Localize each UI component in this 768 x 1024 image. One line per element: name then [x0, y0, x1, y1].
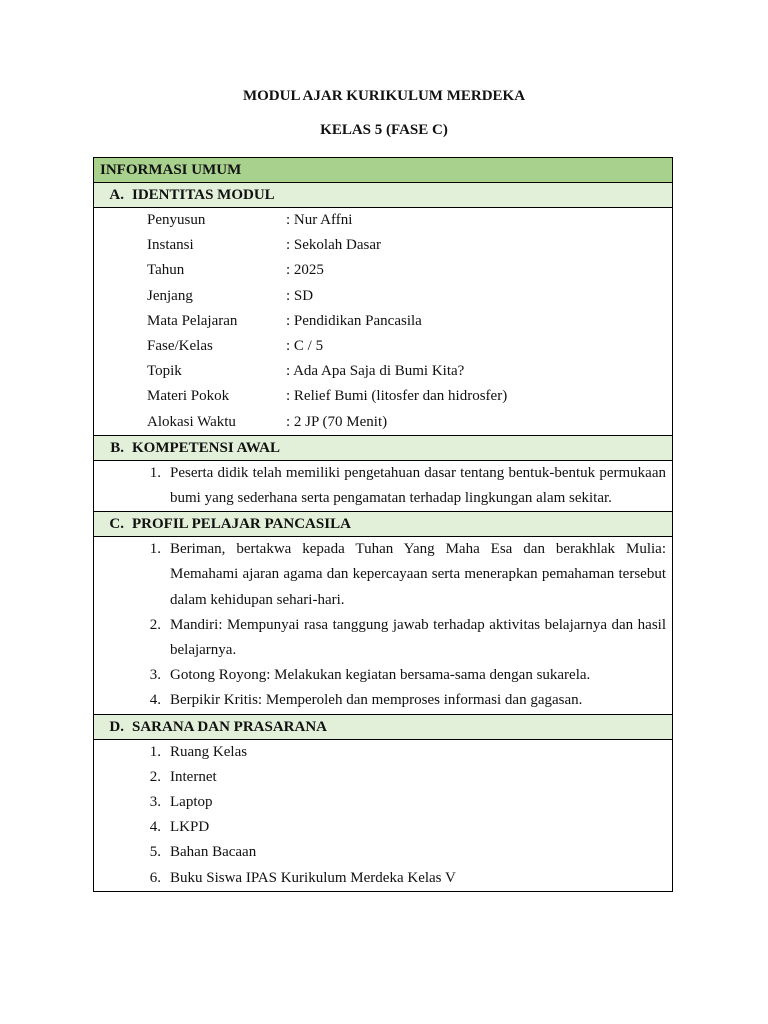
list-item-text: Berpikir Kritis: Memperoleh dan memproses informasi dan gagasan.: [170, 692, 583, 709]
list-item-number: 3.: [149, 793, 161, 810]
identity-key: Topik: [147, 363, 182, 380]
list-item-number: 3.: [149, 667, 161, 684]
identity-value: : 2 JP (70 Menit): [286, 413, 388, 430]
identity-row: [94, 284, 672, 309]
identity-row: [94, 410, 672, 435]
list-item: [94, 790, 672, 815]
list-item: [94, 866, 672, 891]
list-item-text: Buku Siswa IPAS Kurikulum Merdeka Kelas V: [170, 869, 456, 886]
identity-row: [94, 258, 672, 283]
section-c-body: [94, 537, 672, 714]
section-b-letter: B.: [110, 439, 124, 456]
identity-value: : Ada Apa Saja di Bumi Kita?: [286, 363, 465, 380]
list-item-number: 1.: [149, 541, 161, 558]
identity-key: Alokasi Waktu: [147, 413, 236, 430]
section-a-body: [94, 208, 672, 436]
list-item-number: 1.: [149, 464, 161, 481]
list-item-text: Gotong Royong: Melakukan kegiatan bersama-sama dengan sukarela.: [170, 667, 591, 684]
section-d-title: SARANA DAN PRASARANA: [132, 718, 328, 735]
identity-key: Fase/Kelas: [147, 337, 213, 354]
identity-row: [94, 359, 672, 384]
identity-key: Penyusun: [147, 212, 206, 228]
list-item-text: Beriman, bertakwa kepada Tuhan Yang Maha Esa dan berakhlak Mulia: Memahami ajaran agama dan kepercayaan serta menerapkan pemahaman tersebut dalam kehidupan sehari-hari.: [170, 541, 666, 608]
identity-row: [94, 233, 672, 258]
section-d-letter: D.: [109, 718, 124, 735]
section-a-letter: A.: [109, 187, 124, 203]
list-item-text: Mandiri: Mempunyai rasa tanggung jawab terhadap aktivitas belajarnya dan hasil belajarnya.: [170, 616, 666, 658]
list-item-number: 5.: [149, 844, 161, 861]
section-a-title: IDENTITAS MODUL: [132, 187, 275, 203]
identity-key: Materi Pokok: [147, 388, 230, 405]
section-d-header: [94, 715, 672, 740]
list-item: [94, 461, 672, 511]
identity-row: [94, 208, 672, 233]
section-c-letter: C.: [109, 516, 124, 533]
identity-row: [94, 309, 672, 334]
identity-value: : C / 5: [286, 337, 324, 354]
list-item-number: 2.: [149, 768, 161, 785]
document-subtitle: KELAS 5 (FASE C): [320, 122, 448, 138]
info-table: [93, 157, 673, 892]
facilities-list: [94, 740, 672, 891]
identity-list: [94, 208, 672, 435]
section-b-body: [94, 461, 672, 512]
section-d-body: [94, 740, 672, 891]
section-c-title: PROFIL PELAJAR PANCASILA: [132, 516, 351, 533]
identity-key: Mata Pelajaran: [147, 312, 238, 329]
identity-value: : Sekolah Dasar: [286, 237, 381, 254]
identity-key: Tahun: [147, 262, 185, 279]
section-b-header: [94, 436, 672, 461]
list-item-text: Laptop: [170, 793, 213, 810]
list-item-number: 2.: [149, 616, 161, 633]
identity-value: : Pendidikan Pancasila: [286, 312, 422, 329]
section-a-header: [94, 183, 672, 208]
list-item-text: Peserta didik telah memiliki pengetahuan dasar tentang bentuk-bentuk permukaan bumi yang sederhana serta pengamatan terhadap lingkungan alam sekitar.: [170, 464, 666, 506]
list-item-text: LKPD: [170, 819, 210, 836]
profile-list: [94, 537, 672, 713]
list-item-text: Bahan Bacaan: [170, 844, 257, 861]
list-item-number: 4.: [149, 692, 161, 709]
section-c-header: [94, 512, 672, 537]
identity-value: : Relief Bumi (litosfer dan hidrosfer): [286, 388, 508, 405]
list-item-text: Ruang Kelas: [170, 743, 248, 760]
identity-row: [94, 384, 672, 409]
list-item-text: Internet: [170, 768, 217, 785]
info-header: INFORMASI UMUM: [94, 158, 672, 183]
list-item-number: 4.: [149, 819, 161, 836]
list-item: [94, 815, 672, 840]
section-b-title: KOMPETENSI AWAL: [132, 439, 280, 456]
identity-key: Instansi: [147, 237, 194, 254]
list-item: [94, 688, 672, 713]
identity-value: : 2025: [286, 262, 324, 279]
list-item: [94, 663, 672, 688]
list-item-number: 6.: [149, 869, 161, 886]
identity-value: : SD: [286, 287, 314, 304]
identity-key: Jenjang: [147, 287, 193, 304]
document-title: MODUL AJAR KURIKULUM MERDEKA: [242, 88, 526, 104]
identity-row: [94, 334, 672, 359]
list-item: [94, 537, 672, 613]
list-item: [94, 840, 672, 865]
list-item: [94, 740, 672, 765]
list-item-number: 1.: [149, 743, 161, 760]
competency-list: [94, 461, 672, 511]
list-item: [94, 613, 672, 663]
list-item: [94, 765, 672, 790]
identity-value: : Nur Affni: [286, 212, 353, 228]
